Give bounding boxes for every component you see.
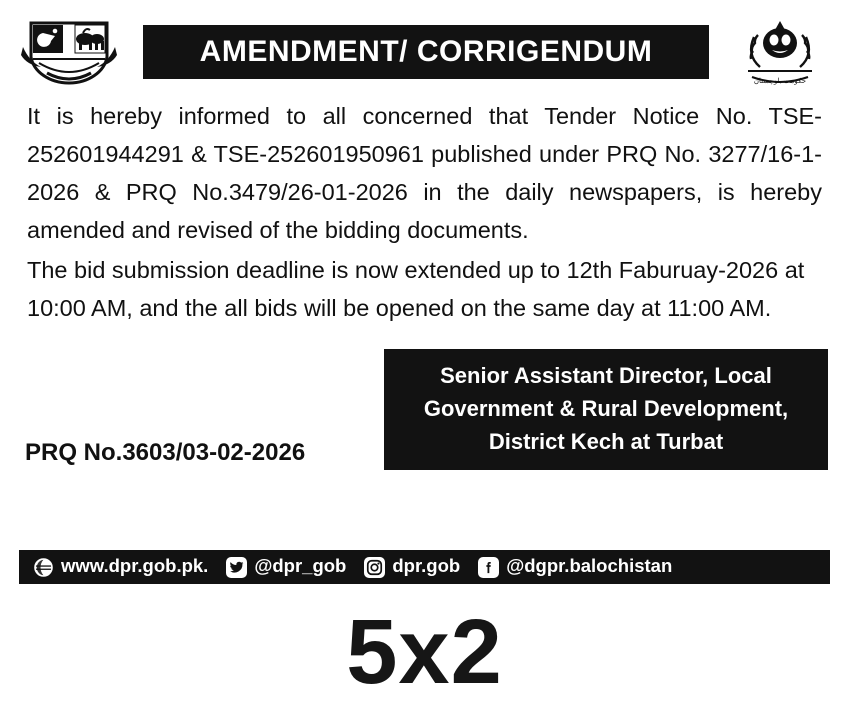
notice-body — [11, 95, 838, 327]
svg-text:حکومت بلوچستان: حکومت بلوچستان — [753, 78, 807, 85]
social-item-twitter[interactable] — [226, 556, 346, 578]
prq-reference: PRQ No.3603/03-02-2026 — [25, 439, 306, 466]
facebook-icon — [478, 557, 499, 578]
signatory-line-3: District Kech at Turbat — [488, 429, 724, 454]
social-media-bar — [19, 550, 830, 584]
notice-title-band — [143, 25, 709, 79]
twitter-label: @dpr_gob — [254, 555, 347, 576]
instagram-label: dpr.gob — [392, 555, 461, 576]
twitter-icon — [226, 557, 247, 578]
instagram-icon — [364, 557, 385, 578]
government-of-pakistan-crest — [728, 13, 832, 91]
website-label: www.dpr.gob.pk. — [61, 555, 209, 576]
social-item-facebook[interactable] — [478, 556, 672, 578]
balochistan-government-crest — [17, 13, 121, 91]
signature-area — [11, 349, 838, 477]
page-title: AMENDMENT/ CORRIGENDUM — [199, 35, 653, 68]
ad-size-caption: 5x2 — [346, 601, 503, 703]
signatory-block — [384, 349, 828, 470]
notice-paragraph-1: It is hereby informed to all concerned that Tender Notice No. TSE-252601944291 & TSE-252601950961 published under PRQ No. 3277/16-1-2026 & PRQ No.3479/26-01-2026 in the daily newspapers, is hereby amended and revised of the bidding documents. — [27, 103, 822, 243]
notice-card — [10, 8, 839, 591]
social-item-website[interactable] — [33, 556, 208, 578]
signatory-line-2: Government & Rural Development, — [423, 396, 789, 421]
notice-header — [11, 9, 838, 95]
facebook-label: @dgpr.balochistan — [506, 555, 673, 576]
globe-icon — [33, 557, 54, 578]
social-item-instagram[interactable] — [364, 556, 460, 578]
signatory-line-1: Senior Assistant Director, Local — [440, 363, 772, 388]
notice-paragraph-2: The bid submission deadline is now extended up to 12th Faburuay-2026 at 10:00 AM, and the all bids will be opened on the same day at 11:00 AM. — [27, 257, 805, 321]
